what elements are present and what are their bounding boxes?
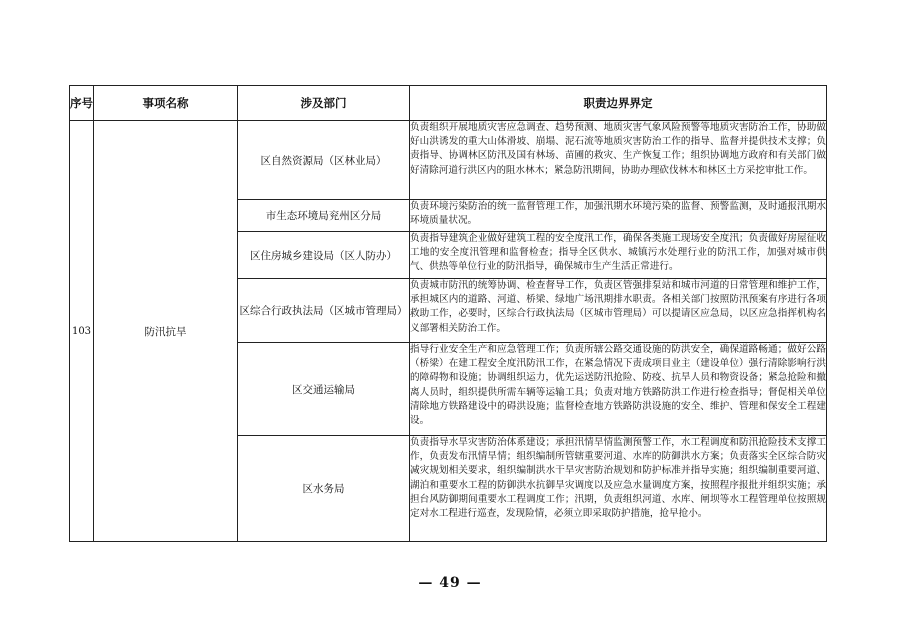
duty-boundary-table (69, 85, 827, 542)
header-duty-boundary: 职责边界界定 (410, 86, 827, 121)
table-header-row (70, 86, 827, 121)
header-seq: 序号 (70, 86, 94, 121)
department-cell: 市生态环境局兖州区分局 (238, 200, 410, 232)
page-number: — 49 — (418, 575, 482, 591)
department-cell: 区自然资源局（区林业局） (238, 121, 410, 200)
duty-cell: 负责城市防汛的统筹协调、检查督导工作，负责区管强排泵站和城市河道的日常管理和维护工作，承担城区内的道路、河道、桥梁、绿地广场汛期排水职责。各相关部门按照防汛预案有序进行各项救助工作，必要时，区综合行政执法局（区城市管理局）可以提请区应急局，以区应急指挥机构名义部署相关防治工作。 (410, 279, 827, 343)
department-cell: 区交通运输局 (238, 343, 410, 436)
department-cell: 区水务局 (238, 436, 410, 542)
item-name-cell: 防汛抗旱 (94, 121, 238, 542)
department-cell: 区综合行政执法局（区城市管理局） (238, 279, 410, 343)
duty-cell: 负责组织开展地质灾害应急调查、趋势预测、地质灾害气象风险预警等地质灾害防治工作，协助做好山洪诱发的重大山体滑坡、崩塌、泥石流等地质灾害防治工作的指导、监督并提供技术支撑；负责指导、协调林区防汛及国有林场、苗圃的救灾、生产恢复工作；组织协调地方政府和有关部门做好清除河道行洪区内的阻水林木；紧急防汛期间，协助办理砍伐林木和林区土方采挖审批工作。 (410, 121, 827, 200)
duty-cell: 负责指导建筑企业做好建筑工程的安全度汛工作，确保各类施工现场安全度汛；负责做好房屋征收工地的安全度汛管理和监督检查；指导全区供水、城镇污水处理行业的防汛工作，加强对城市供气、供热等单位行业的防汛指导，确保城市生产生活正常进行。 (410, 232, 827, 279)
duty-cell: 负责指导水旱灾害防治体系建设；承担汛情旱情监测预警工作，水工程调度和防汛抢险技术支撑工作，负责发布汛情旱情；组织编制所管辖重要河道、水库的防御洪水方案；负责落实全区综合防灾减灾规划相关要求，组织编制洪水干旱灾害防治规划和防护标准并指导实施；组织编制重要河道、湖泊和重要水工程的防御洪水抗御旱灾调度以及应急水量调度方案，按照程序报批并组织实施；承担台风防御期间重要水工程调度工作；汛期，负责组织河道、水库、闸坝等水工程管理单位按照规定对水工程进行巡查，发现险情，必须立即采取防护措施，抢早抢小。 (410, 436, 827, 542)
duty-cell: 负责环境污染防治的统一监督管理工作，加强汛期水环境污染的监督、预警监测，及时通报汛期水环境质量状况。 (410, 200, 827, 232)
duty-cell: 指导行业安全生产和应急管理工作；负责所辖公路交通设施的防洪安全，确保道路畅通；做好公路（桥梁）在建工程安全度汛防汛工作，在紧急情况下责成项目业主（建设单位）强行清除影响行洪的障碍物和设施；协调组织运力，优先运送防汛抢险、防疫、抗旱人员和物资设备；紧急抢险和撤离人员时，组织提供所需车辆等运输工具；负责对地方铁路防洪工作进行检查指导；督促相关单位清除地方铁路建设中的碍洪设施；监督检查地方铁路防洪设施的安全、维护、管理和保安全工程建设。 (410, 343, 827, 436)
table-row (70, 121, 827, 200)
department-cell: 区住房城乡建设局（区人防办） (238, 232, 410, 279)
header-department: 涉及部门 (238, 86, 410, 121)
header-item-name: 事项名称 (94, 86, 238, 121)
seq-cell: 103 (70, 121, 94, 542)
